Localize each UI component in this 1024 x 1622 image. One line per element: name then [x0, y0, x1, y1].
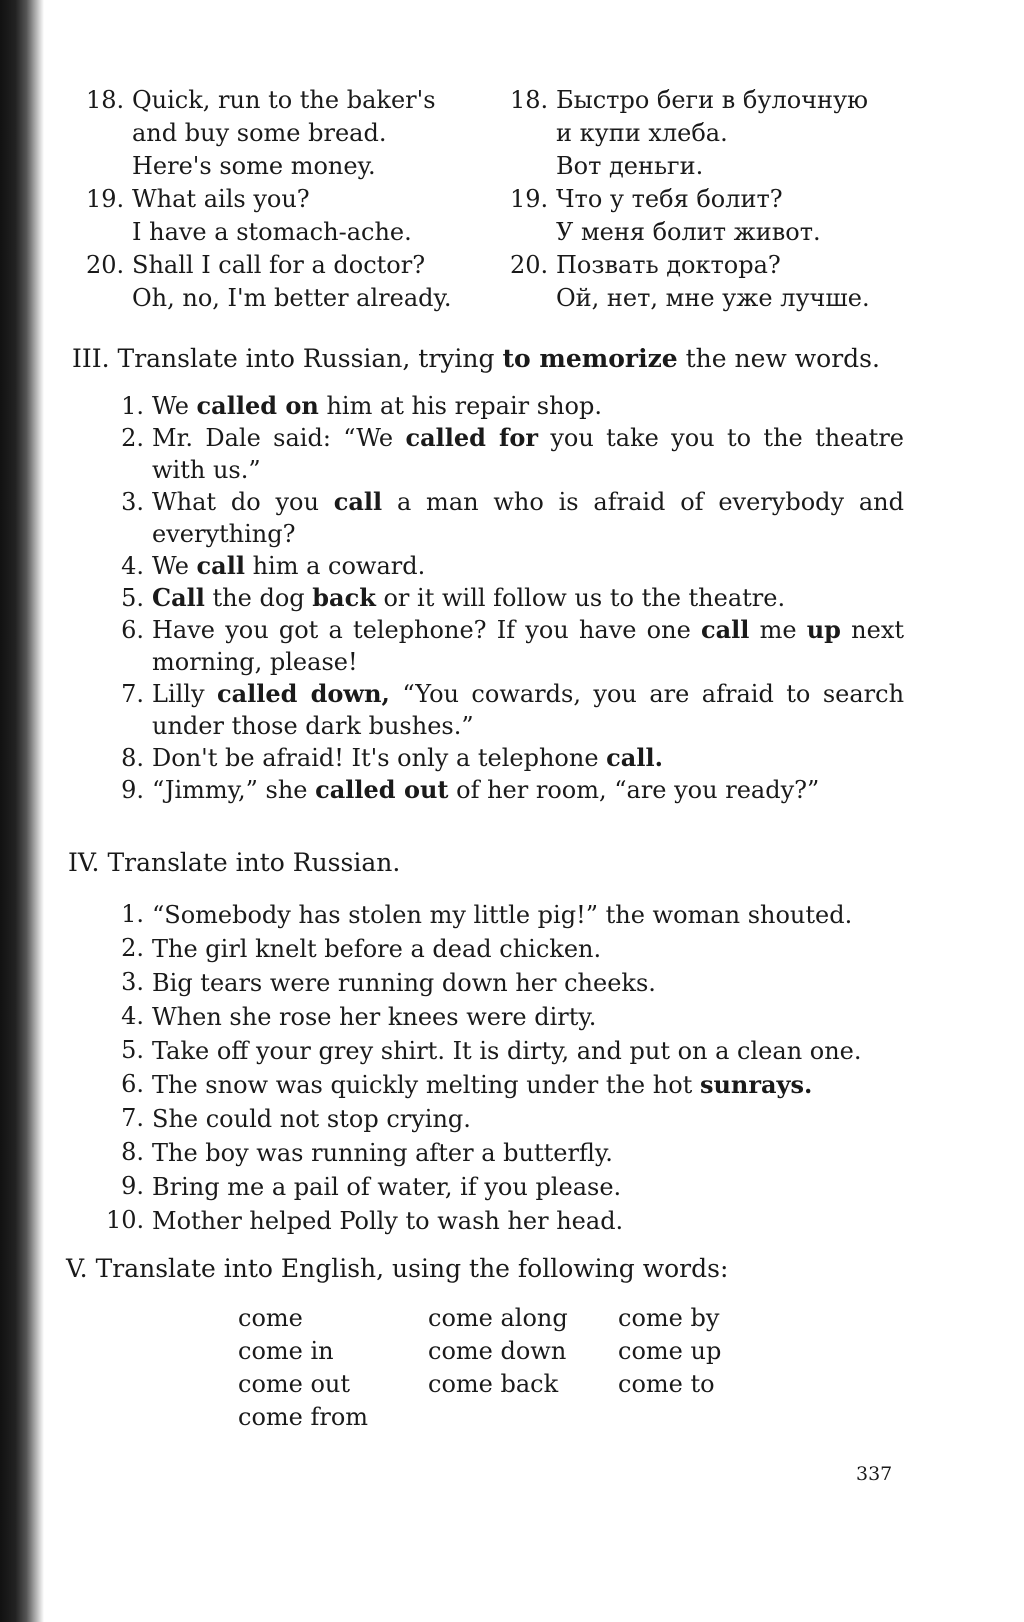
- dialog-row: [86, 183, 926, 249]
- list-item: [106, 1170, 904, 1204]
- item-text: Lilly: [152, 680, 217, 708]
- item-text: a man who is afraid of everybody and everything?: [152, 488, 904, 548]
- dialog-en-line: What ails you?: [132, 185, 310, 213]
- list-item: [106, 1136, 904, 1170]
- dialog-en-line: Quick, run to the baker's: [132, 86, 436, 114]
- dialog-ru-line: Ой, нет, мне уже лучше.: [556, 284, 870, 312]
- list-item: [106, 678, 904, 742]
- word: come: [238, 1304, 303, 1332]
- item-number: 2.: [121, 934, 144, 962]
- item-number: 7.: [121, 680, 144, 708]
- dialog-ru-line: Позвать доктора?: [556, 251, 781, 279]
- list-item: [106, 774, 904, 806]
- word-row: [238, 1368, 808, 1401]
- section-3-list: [106, 390, 904, 806]
- list-item: [106, 614, 904, 678]
- dialog-block: [86, 84, 926, 315]
- item-keyword: call: [196, 551, 245, 580]
- item-number: 6.: [121, 1070, 144, 1098]
- item-number: 8.: [121, 1138, 144, 1166]
- dialog-ru-line: Вот деньги.: [556, 152, 704, 180]
- item-keyword: called down,: [217, 679, 390, 708]
- item-text: him at his repair shop.: [318, 392, 602, 420]
- item-text: Mother helped Polly to wash her head.: [152, 1207, 624, 1235]
- item-text: him a coward.: [244, 552, 426, 580]
- item-keyword: call: [700, 615, 750, 644]
- page-number: 337: [856, 1463, 893, 1485]
- item-text: of her room, “are you ready?”: [448, 776, 820, 804]
- list-item: [106, 486, 904, 550]
- word: come up: [618, 1337, 722, 1365]
- dialog-ru-line: Что у тебя болит?: [556, 185, 783, 213]
- item-text: The girl knelt before a dead chicken.: [152, 935, 602, 963]
- item-number: 1.: [121, 392, 144, 420]
- item-keyword: sunrays.: [699, 1070, 813, 1099]
- word: come down: [428, 1337, 567, 1365]
- item-keyword: Call: [152, 583, 205, 612]
- item-number: 10.: [106, 1206, 145, 1234]
- section-3-heading: [72, 344, 880, 373]
- list-item: [106, 1034, 904, 1068]
- item-text: The snow was quickly melting under the hot: [152, 1071, 700, 1099]
- dialog-ru-line: У меня болит живот.: [556, 218, 821, 246]
- section-numeral: IV.: [68, 848, 100, 877]
- list-item: [106, 1204, 904, 1238]
- item-keyword: call.: [606, 743, 663, 772]
- item-number: 8.: [121, 744, 144, 772]
- dialog-ru-line: и купи хлеба.: [556, 119, 728, 147]
- section-title: Translate into Russian.: [107, 848, 401, 877]
- word: come out: [238, 1370, 351, 1398]
- word: come along: [428, 1304, 568, 1332]
- list-item: [106, 1102, 904, 1136]
- section-title-bold: to memorize: [502, 344, 678, 373]
- item-text: She could not stop crying.: [152, 1105, 471, 1133]
- item-keyword: called for: [405, 423, 538, 452]
- dialog-row: [86, 249, 926, 315]
- list-item: [106, 1068, 904, 1102]
- item-number: 2.: [121, 424, 144, 452]
- dialog-ru-line: Быстро беги в булочную: [556, 86, 869, 114]
- item-number: 3.: [121, 488, 144, 516]
- section-numeral: III.: [72, 344, 110, 373]
- item-number: 9.: [121, 1172, 144, 1200]
- item-keyword: call: [333, 487, 383, 516]
- item-text: “Jimmy,” she: [152, 776, 316, 804]
- item-text: Don't be afraid! It's only a telephone: [152, 744, 607, 772]
- item-text: We: [152, 552, 197, 580]
- list-item: [106, 1000, 904, 1034]
- section-title: Translate into Russian, trying: [117, 344, 495, 373]
- dialog-number: 20.: [86, 251, 125, 279]
- dialog-en-line: Oh, no, I'm better already.: [132, 284, 452, 312]
- word-row: [238, 1335, 808, 1368]
- section-4-heading: [68, 848, 400, 877]
- item-number: 1.: [121, 900, 144, 928]
- item-text: or it will follow us to the theatre.: [375, 584, 786, 612]
- item-number: 5.: [121, 584, 144, 612]
- item-number: 7.: [121, 1104, 144, 1132]
- list-item: [106, 898, 904, 932]
- item-number: 5.: [121, 1036, 144, 1064]
- word: come from: [238, 1403, 369, 1431]
- item-number: 4.: [121, 552, 144, 580]
- word: come back: [428, 1370, 559, 1398]
- section-5-heading: [66, 1254, 728, 1283]
- item-text: When she rose her knees were dirty.: [152, 1003, 597, 1031]
- list-item: [106, 582, 904, 614]
- list-item: [106, 550, 904, 582]
- item-keyword: back: [312, 583, 376, 612]
- dialog-number: 19.: [510, 185, 549, 213]
- item-number: 9.: [121, 776, 144, 804]
- item-text: Have you got a telephone? If you have one: [152, 616, 701, 644]
- item-keyword: called out: [315, 775, 449, 804]
- item-text: Take off your grey shirt. It is dirty, and put on a clean one.: [152, 1037, 862, 1065]
- word-row: [238, 1401, 808, 1434]
- section-title: the new words.: [685, 344, 880, 373]
- item-text: next morning, please!: [152, 616, 905, 676]
- item-number: 6.: [121, 616, 144, 644]
- dialog-number: 18.: [510, 86, 549, 114]
- item-text: We: [152, 392, 197, 420]
- dialog-en-line: and buy some bread.: [132, 119, 387, 147]
- item-number: 3.: [121, 968, 144, 996]
- word: come by: [618, 1304, 720, 1332]
- item-text: “Somebody has stolen my little pig!” the woman shouted.: [152, 901, 853, 929]
- list-item: [106, 966, 904, 1000]
- item-text: you take you to the theatre with us.”: [152, 424, 905, 484]
- word-row: [238, 1302, 808, 1335]
- dialog-row: [86, 84, 926, 183]
- list-item: [106, 422, 904, 486]
- word-list: [238, 1302, 808, 1434]
- list-item: [106, 742, 904, 774]
- item-number: 4.: [121, 1002, 144, 1030]
- item-text: What do you: [152, 488, 334, 516]
- item-text: Mr. Dale said: “We: [152, 424, 406, 452]
- section-4-list: [106, 898, 904, 1238]
- dialog-number: 19.: [86, 185, 125, 213]
- item-keyword: up: [806, 615, 841, 644]
- list-item: [106, 932, 904, 966]
- item-text: the dog: [204, 584, 313, 612]
- dialog-en-line: Here's some money.: [132, 152, 376, 180]
- item-text: “You cowards, you are afraid to search under those dark bushes.”: [152, 680, 905, 740]
- dialog-number: 20.: [510, 251, 549, 279]
- list-item: [106, 390, 904, 422]
- item-text: me: [749, 616, 807, 644]
- item-text: Bring me a pail of water, if you please.: [152, 1173, 622, 1201]
- dialog-en-line: Shall I call for a doctor?: [132, 251, 426, 279]
- dialog-number: 18.: [86, 86, 125, 114]
- section-numeral: V.: [66, 1254, 88, 1283]
- word: come to: [618, 1370, 715, 1398]
- word: come in: [238, 1337, 334, 1365]
- item-text: Big tears were running down her cheeks.: [152, 969, 656, 997]
- item-text: The boy was running after a butterfly.: [152, 1139, 613, 1167]
- dialog-en-line: I have a stomach-ache.: [132, 218, 412, 246]
- section-title: Translate into English, using the following words:: [95, 1254, 729, 1283]
- item-keyword: called on: [196, 391, 319, 420]
